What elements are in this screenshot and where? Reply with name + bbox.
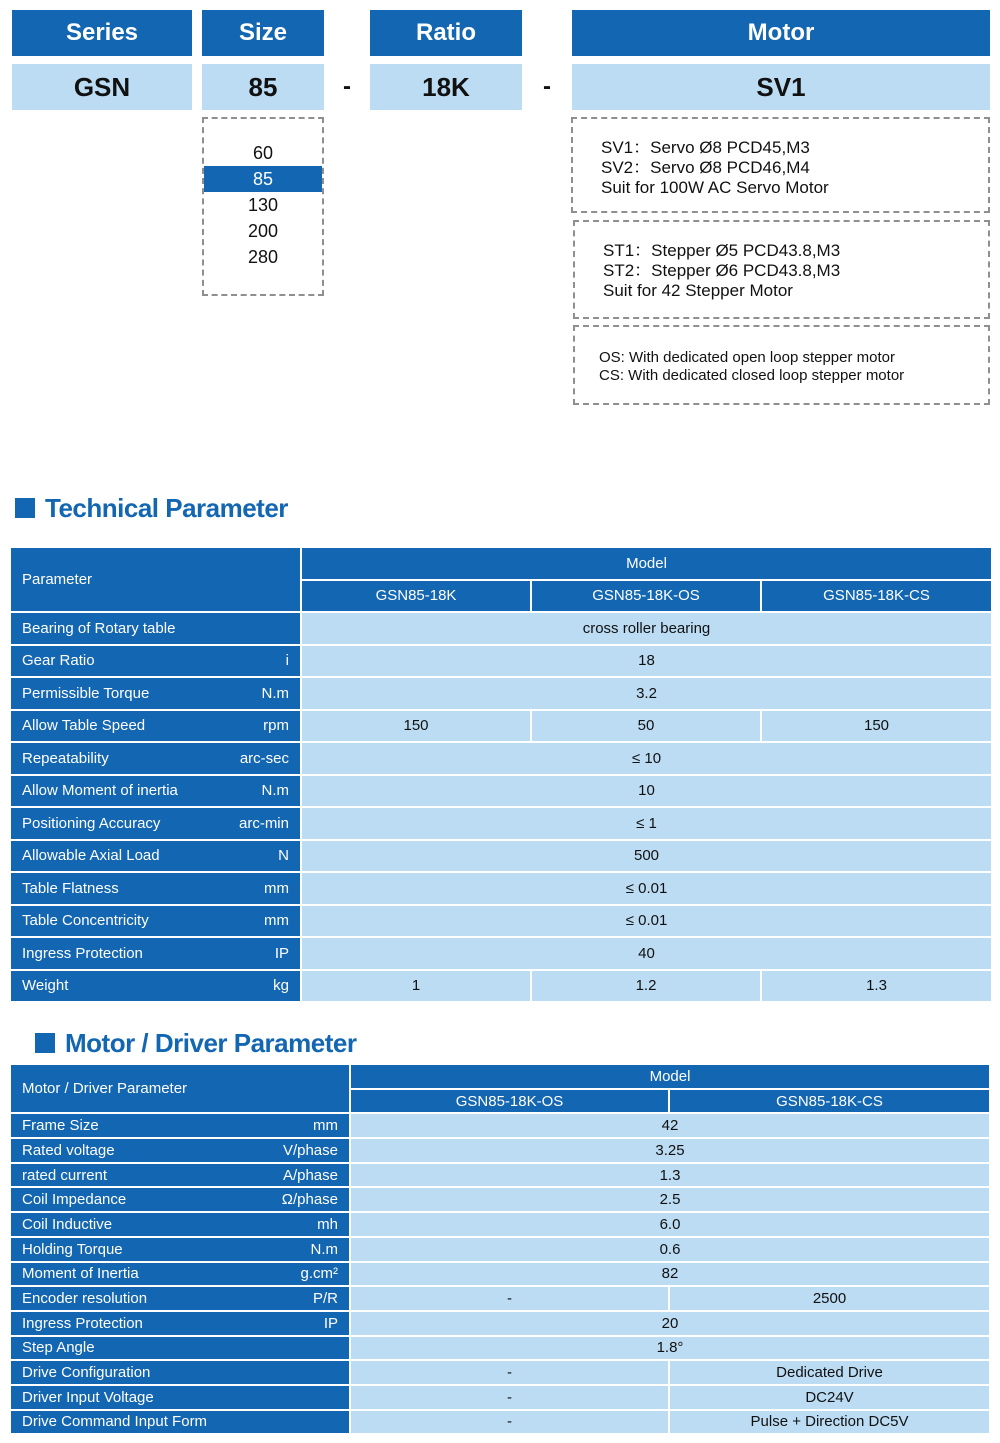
param-name: Coil Inductive xyxy=(22,1215,113,1233)
param-name-cell xyxy=(11,906,300,937)
value-cell: 2.5 xyxy=(351,1188,989,1211)
series-value: GSN xyxy=(12,64,192,110)
param-name: Moment of Inertia xyxy=(22,1265,139,1283)
param-name: Allowable Axial Load xyxy=(22,847,160,865)
value-cell: cross roller bearing xyxy=(302,613,991,644)
param-name: Allow Table Speed xyxy=(22,717,146,735)
param-name: Coil Impedance xyxy=(22,1191,127,1209)
stepper-note-line: ST1：Stepper Ø5 PCD43.8,M3 xyxy=(603,241,841,260)
size-options-list xyxy=(204,140,322,270)
table-row xyxy=(11,1411,989,1434)
value-cell: 40 xyxy=(302,938,991,969)
param-unit: kg xyxy=(273,977,289,995)
value-cell: ≤ 0.01 xyxy=(302,873,991,904)
table-row xyxy=(11,613,991,644)
value-cell: - xyxy=(351,1287,668,1310)
table-row xyxy=(11,873,991,904)
motor-header: Motor xyxy=(572,10,990,56)
param-name-cell xyxy=(11,678,300,709)
param-name-cell xyxy=(11,1337,349,1360)
table-row xyxy=(11,1337,989,1360)
motor-driver-title-text: Motor / Driver Parameter xyxy=(65,1027,357,1058)
param-unit: arc-sec xyxy=(239,749,289,767)
param-name: Drive Command Input Form xyxy=(22,1413,208,1431)
size-option[interactable]: 200 xyxy=(247,221,279,241)
param-name-cell xyxy=(11,743,300,774)
param-name: Rated voltage xyxy=(22,1141,115,1159)
size-options-box xyxy=(202,117,324,296)
param-label-wrap xyxy=(11,1142,349,1159)
param-label-wrap xyxy=(11,1265,349,1282)
param-name-cell xyxy=(11,1188,349,1211)
param-header-cell xyxy=(11,548,300,611)
param-label-wrap xyxy=(11,945,300,962)
param-unit: i xyxy=(285,652,289,670)
param-unit: IP xyxy=(323,1314,338,1332)
value-cell: 18 xyxy=(302,646,991,677)
param-name-cell xyxy=(11,938,300,969)
table-row xyxy=(11,743,991,774)
table-row xyxy=(11,646,991,677)
param-label-wrap xyxy=(11,880,300,897)
value-cell: - xyxy=(351,1411,668,1434)
param-unit: IP xyxy=(274,944,289,962)
param-name: Permissible Torque xyxy=(22,684,150,702)
value-cell: 1 xyxy=(302,971,530,1002)
param-name: Ingress Protection xyxy=(22,1314,143,1332)
size-value: 85 xyxy=(202,64,324,110)
table-row xyxy=(11,808,991,839)
param-unit: g.cm² xyxy=(300,1265,338,1283)
param-name-cell xyxy=(11,971,300,1002)
technical-section-title xyxy=(15,492,288,524)
value-cell: 1.8° xyxy=(351,1337,989,1360)
param-unit: N.m xyxy=(261,782,289,800)
param-name: Step Angle xyxy=(22,1339,95,1357)
value-cell: 1.3 xyxy=(762,971,991,1002)
param-header-wrap xyxy=(11,1080,349,1097)
param-label-wrap xyxy=(11,1241,349,1258)
size-header: Size xyxy=(202,10,324,56)
table-row xyxy=(11,841,991,872)
section-square-icon xyxy=(15,498,35,518)
param-label-wrap xyxy=(11,1413,349,1430)
param-header-text: Motor / Driver Parameter xyxy=(22,1080,188,1098)
table-row xyxy=(11,1114,989,1137)
table-row xyxy=(11,678,991,709)
param-unit: rpm xyxy=(263,717,289,735)
param-name: Table Flatness xyxy=(22,879,119,897)
param-name: Drive Configuration xyxy=(22,1364,151,1382)
param-label-wrap xyxy=(11,750,300,767)
motor-driver-table xyxy=(9,1063,991,1435)
stepper-notes-box xyxy=(573,220,990,319)
value-cell: 50 xyxy=(532,711,760,742)
stepper-note-line: Suit for 42 Stepper Motor xyxy=(603,281,793,300)
param-label-wrap xyxy=(11,1389,349,1406)
table-row xyxy=(11,711,991,742)
param-label-wrap xyxy=(11,1290,349,1307)
section-square-icon xyxy=(35,1033,55,1053)
table-row xyxy=(11,1188,989,1211)
table-row xyxy=(11,1139,989,1162)
separator: - xyxy=(543,73,551,100)
loop-note-line: OS: With dedicated open loop stepper motor xyxy=(599,349,896,366)
param-label-wrap xyxy=(11,717,300,734)
table-row xyxy=(11,971,991,1002)
value-cell: - xyxy=(351,1386,668,1409)
param-label-wrap xyxy=(11,977,300,994)
param-name-cell xyxy=(11,1411,349,1434)
model-name-cell: GSN85-18K xyxy=(302,581,530,612)
param-name-cell xyxy=(11,1386,349,1409)
param-name-cell xyxy=(11,841,300,872)
param-unit: mh xyxy=(317,1215,338,1233)
param-name: Frame Size xyxy=(22,1117,99,1135)
table-row xyxy=(11,906,991,937)
ratio-value: 18K xyxy=(370,64,522,110)
param-label-wrap xyxy=(11,1117,349,1134)
param-label-wrap xyxy=(11,1216,349,1233)
param-unit: Ω/phase xyxy=(281,1191,338,1209)
servo-note-line: SV2：Servo Ø8 PCD46,M4 xyxy=(601,158,810,177)
param-name-cell xyxy=(11,873,300,904)
motor-driver-section-title xyxy=(35,1027,356,1059)
param-unit: mm xyxy=(264,912,289,930)
param-header-wrap xyxy=(11,571,300,588)
param-unit: arc-min xyxy=(238,814,289,832)
param-label-wrap xyxy=(11,652,300,669)
param-unit: N.m xyxy=(310,1240,338,1258)
size-option[interactable]: 60 xyxy=(252,143,274,163)
param-name-cell xyxy=(11,1139,349,1162)
param-name: Positioning Accuracy xyxy=(22,814,161,832)
param-label-wrap xyxy=(11,912,300,929)
ratio-header: Ratio xyxy=(370,10,522,56)
param-header-cell xyxy=(11,1065,349,1112)
param-name: Holding Torque xyxy=(22,1240,123,1258)
table-row xyxy=(11,776,991,807)
param-name-cell xyxy=(11,1238,349,1261)
value-cell: ≤ 1 xyxy=(302,808,991,839)
value-cell: Dedicated Drive xyxy=(670,1361,989,1384)
param-name-cell xyxy=(11,646,300,677)
table-row xyxy=(11,1312,989,1335)
param-label-wrap xyxy=(11,815,300,832)
param-name: Allow Moment of inertia xyxy=(22,782,178,800)
param-unit: N.m xyxy=(261,684,289,702)
loop-note-line: CS: With dedicated closed loop stepper motor xyxy=(599,367,905,384)
servo-note-line: Suit for 100W AC Servo Motor xyxy=(601,178,829,197)
value-cell: Pulse + Direction DC5V xyxy=(670,1411,989,1434)
size-option[interactable]: 280 xyxy=(247,247,279,267)
technical-title-text: Technical Parameter xyxy=(45,492,288,523)
param-name: Gear Ratio xyxy=(22,652,95,670)
param-label-wrap xyxy=(11,1167,349,1184)
param-unit: A/phase xyxy=(282,1166,338,1184)
param-unit: P/R xyxy=(312,1290,338,1308)
value-cell: 42 xyxy=(351,1114,989,1137)
value-cell: 10 xyxy=(302,776,991,807)
series-header: Series xyxy=(12,10,192,56)
param-name: Ingress Protection xyxy=(22,944,143,962)
param-unit: mm xyxy=(264,879,289,897)
table-header-row xyxy=(11,548,991,579)
value-cell: ≤ 0.01 xyxy=(302,906,991,937)
value-cell: 500 xyxy=(302,841,991,872)
table-row xyxy=(11,938,991,969)
param-name-cell xyxy=(11,1287,349,1310)
value-cell: ≤ 10 xyxy=(302,743,991,774)
param-unit: N xyxy=(278,847,289,865)
param-name: Table Concentricity xyxy=(22,912,149,930)
table-row xyxy=(11,1164,989,1187)
value-cell: 3.2 xyxy=(302,678,991,709)
model-name-cell: GSN85-18K-CS xyxy=(762,581,991,612)
param-label-wrap xyxy=(11,782,300,799)
value-cell: 150 xyxy=(762,711,991,742)
value-cell: 1.2 xyxy=(532,971,760,1002)
param-label-wrap xyxy=(11,620,300,637)
param-name-cell xyxy=(11,1263,349,1286)
loop-notes-box xyxy=(573,325,990,405)
param-name: Encoder resolution xyxy=(22,1290,148,1308)
param-label-wrap xyxy=(11,1339,349,1356)
table-row xyxy=(11,1287,989,1310)
param-unit: mm xyxy=(313,1117,338,1135)
model-name-cell: GSN85-18K-CS xyxy=(670,1090,989,1113)
value-cell: 150 xyxy=(302,711,530,742)
model-header-cell: Model xyxy=(351,1065,989,1088)
param-header-text: Parameter xyxy=(22,571,93,588)
servo-note-line: SV1：Servo Ø8 PCD45,M3 xyxy=(601,138,810,157)
param-name-cell xyxy=(11,711,300,742)
table-header-row xyxy=(11,1065,989,1088)
table-row xyxy=(11,1238,989,1261)
size-option-selected[interactable]: 85 xyxy=(204,166,322,192)
param-label-wrap xyxy=(11,685,300,702)
value-cell: 3.25 xyxy=(351,1139,989,1162)
value-cell: 1.3 xyxy=(351,1164,989,1187)
param-name: Driver Input Voltage xyxy=(22,1388,154,1406)
param-name-cell xyxy=(11,808,300,839)
servo-notes-box xyxy=(571,117,990,213)
value-cell: DC24V xyxy=(670,1386,989,1409)
param-name: Bearing of Rotary table xyxy=(22,619,176,637)
param-label-wrap xyxy=(11,1315,349,1332)
size-option[interactable]: 130 xyxy=(247,195,279,215)
param-name-cell xyxy=(11,1213,349,1236)
param-name-cell xyxy=(11,613,300,644)
param-label-wrap xyxy=(11,1364,349,1381)
param-name-cell xyxy=(11,1114,349,1137)
table-row xyxy=(11,1386,989,1409)
stepper-note-line: ST2：Stepper Ø6 PCD43.8,M3 xyxy=(603,261,841,280)
table-row xyxy=(11,1361,989,1384)
value-cell: 82 xyxy=(351,1263,989,1286)
value-cell: - xyxy=(351,1361,668,1384)
motor-value: SV1 xyxy=(572,64,990,110)
value-cell: 6.0 xyxy=(351,1213,989,1236)
param-name: Repeatability xyxy=(22,749,109,767)
model-header-cell: Model xyxy=(302,548,991,579)
param-name-cell xyxy=(11,776,300,807)
table-row xyxy=(11,1263,989,1286)
separator: - xyxy=(343,73,351,100)
model-name-cell: GSN85-18K-OS xyxy=(351,1090,668,1113)
param-label-wrap xyxy=(11,1191,349,1208)
param-name: Weight xyxy=(22,977,69,995)
technical-table xyxy=(9,546,993,1003)
model-name-cell: GSN85-18K-OS xyxy=(532,581,760,612)
table-row xyxy=(11,1213,989,1236)
value-cell: 20 xyxy=(351,1312,989,1335)
value-cell: 0.6 xyxy=(351,1238,989,1261)
param-name: rated current xyxy=(22,1166,108,1184)
param-name-cell xyxy=(11,1312,349,1335)
param-name-cell xyxy=(11,1164,349,1187)
param-label-wrap xyxy=(11,847,300,864)
param-name-cell xyxy=(11,1361,349,1384)
param-unit: V/phase xyxy=(282,1141,338,1159)
value-cell: 2500 xyxy=(670,1287,989,1310)
